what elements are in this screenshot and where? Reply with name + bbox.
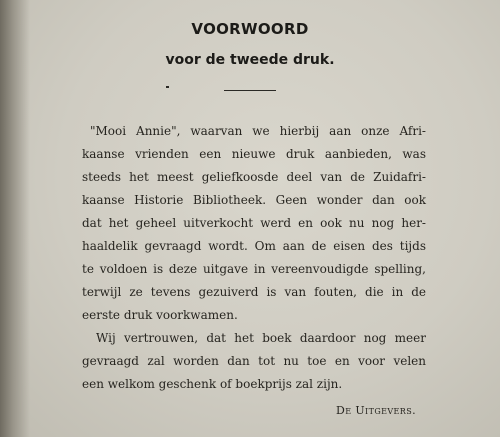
paragraph-1-line-3: steeds het meest geliefkoosde deel van de Zuidafri- [82,170,426,184]
paragraph-1-line-9: eerste druk voorkwamen. [82,308,238,322]
paragraph-1-line-2: kaanse vrienden een nieuwe druk aanbieden, was [82,147,426,161]
paragraph-1-line-5: dat het geheel uitverkocht werd en ook nu nog her- [82,216,426,230]
ink-speck [166,86,169,88]
paragraph-2-line-3: een welkom geschenk of boekprijs zal zijn. [82,377,343,391]
paragraph-1-line-8: terwijl ze tevens gezuiverd is van fouten, die in de [82,285,426,299]
page-subtitle: voor de tweede druk. [165,52,335,68]
paragraph-1-line-1: "Mooi Annie", waarvan we hierbij aan onze Afri- [90,124,426,138]
page-title: VOORWOORD [191,20,309,38]
publisher-signature: De Uitgevers. [336,404,416,417]
paragraph-1-line-7: te voldoen is deze uitgave in vereenvoudigde spelling, [82,262,426,276]
paragraph-2-line-1: Wij vertrouwen, dat het boek daardoor nog meer [96,331,426,345]
paragraph-1-line-4: kaanse Historie Bibliotheek. Geen wonder dan ook [82,193,426,207]
paragraph-2-line-2: gevraagd zal worden dan tot nu toe en voor velen [82,354,426,368]
book-gutter-shadow [0,0,30,437]
title-divider [224,90,276,91]
paragraph-1-line-6: haaldelik gevraagd wordt. Om aan de eisen des tijds [82,239,426,253]
